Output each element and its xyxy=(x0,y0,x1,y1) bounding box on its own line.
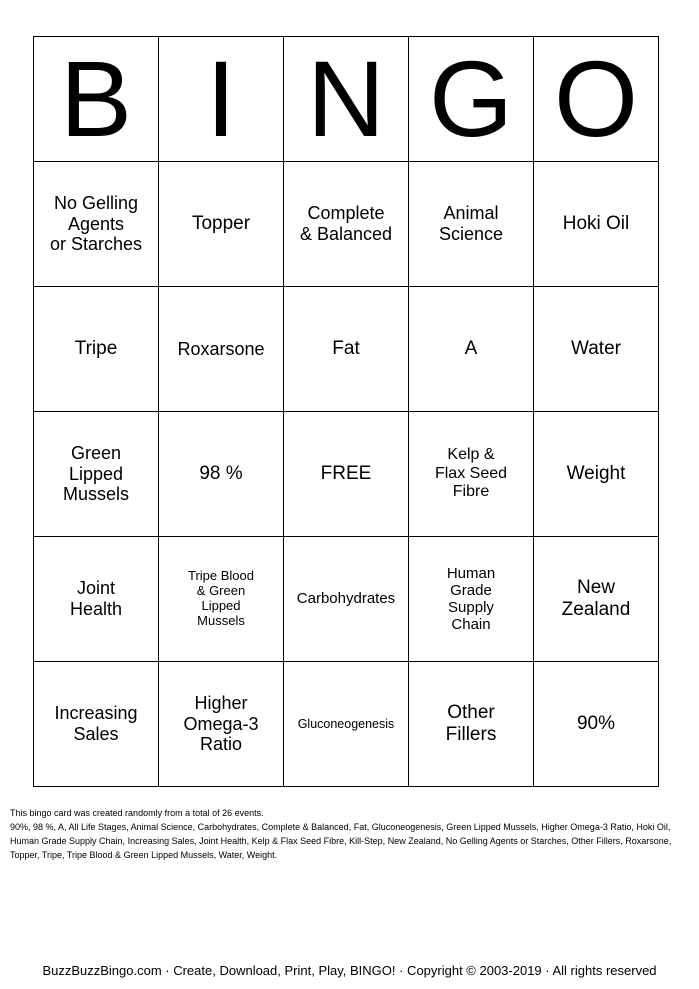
site-footer: BuzzBuzzBingo.com · Create, Download, Print, Play, BINGO! · Copyright © 2003-2019 · All rights reserved xyxy=(42,963,657,978)
bingo-cell xyxy=(159,162,284,287)
cell-label: Animal Science xyxy=(438,203,504,244)
bingo-cell xyxy=(159,537,284,662)
bingo-cell xyxy=(409,662,534,787)
cell-label: New Zealand xyxy=(561,577,631,620)
bingo-cell xyxy=(409,287,534,412)
cell-label: Human Grade Supply Chain xyxy=(446,564,496,634)
bingo-card xyxy=(33,36,659,787)
cell-label: Increasing Sales xyxy=(54,703,138,744)
cell-label: Joint Health xyxy=(69,578,123,619)
cell-label: Fat xyxy=(332,338,360,360)
bingo-cell xyxy=(159,662,284,787)
cell-label: Kelp & Flax Seed Fibre xyxy=(434,446,508,501)
bingo-cell xyxy=(284,162,409,287)
bingo-cell xyxy=(534,412,659,537)
card-row-2 xyxy=(34,287,659,412)
bingo-cell xyxy=(159,287,284,412)
header-letter-b: B xyxy=(34,37,159,162)
bingo-cell xyxy=(534,287,659,412)
bingo-cell xyxy=(534,662,659,787)
cell-label: Weight xyxy=(566,463,626,485)
bingo-cell xyxy=(34,662,159,787)
cell-label: Water xyxy=(571,338,621,360)
bingo-cell xyxy=(534,162,659,287)
card-footnote xyxy=(10,806,690,862)
cell-label: Roxarsone xyxy=(177,338,265,359)
cell-label: A xyxy=(464,338,478,360)
bingo-cell xyxy=(409,537,534,662)
free-space-cell xyxy=(284,412,409,537)
card-row-4 xyxy=(34,537,659,662)
cell-label: Topper xyxy=(191,213,251,235)
card-row-5 xyxy=(34,662,659,787)
free-space-label: FREE xyxy=(320,463,372,485)
bingo-cell xyxy=(34,287,159,412)
bingo-cell xyxy=(409,162,534,287)
header-letter-n: N xyxy=(284,37,409,162)
bingo-cell xyxy=(159,412,284,537)
cell-label: Green Lipped Mussels xyxy=(62,442,129,505)
cell-label: Hoki Oil xyxy=(562,213,630,235)
footnote-event-list: 90%, 98 %, A, All Life Stages, Animal Science, Carbohydrates, Complete & Balanced, Fat, Gluconeogenesis, Green Lipped Mussels, Higher Omega-3 Ratio, Hoki Oil, Human Grade Supply Chain, Increasing Sales, Joint Health, Kelp & Flax Seed Fibre, Kill-Step, New Zealand, No Gelling Agents or Starches, Other Fillers, Roxarsone, Topper, Tripe, Tripe Blood & Green Lipped Mussels, Water, Weight. xyxy=(10,822,672,860)
bingo-cell xyxy=(34,412,159,537)
card-row-1 xyxy=(34,162,659,287)
cell-label: Gluconeogenesis xyxy=(297,716,395,731)
bingo-cell xyxy=(284,287,409,412)
cell-label: Carbohydrates xyxy=(296,590,396,608)
bingo-cell xyxy=(534,537,659,662)
cell-label: 90% xyxy=(576,713,616,735)
cell-label: Tripe xyxy=(74,338,118,360)
footnote-summary: This bingo card was created randomly from a total of 26 events. xyxy=(10,808,264,818)
cell-label: Other Fillers xyxy=(445,702,497,745)
header-letter-i: I xyxy=(159,37,284,162)
card-row-3 xyxy=(34,412,659,537)
header-letter-g: G xyxy=(409,37,534,162)
header-row xyxy=(34,37,659,162)
cell-label: Tripe Blood & Green Lipped Mussels xyxy=(188,568,254,628)
cell-label: No Gelling Agents or Starches xyxy=(49,192,143,255)
cell-label: Higher Omega-3 Ratio xyxy=(183,692,259,755)
bingo-cell xyxy=(34,162,159,287)
cell-label: Complete & Balanced xyxy=(299,203,393,244)
bingo-cell xyxy=(409,412,534,537)
header-letter-o: O xyxy=(534,37,659,162)
bingo-cell xyxy=(284,537,409,662)
bingo-cell xyxy=(284,662,409,787)
cell-label: 98 % xyxy=(199,463,243,485)
bingo-cell xyxy=(34,537,159,662)
